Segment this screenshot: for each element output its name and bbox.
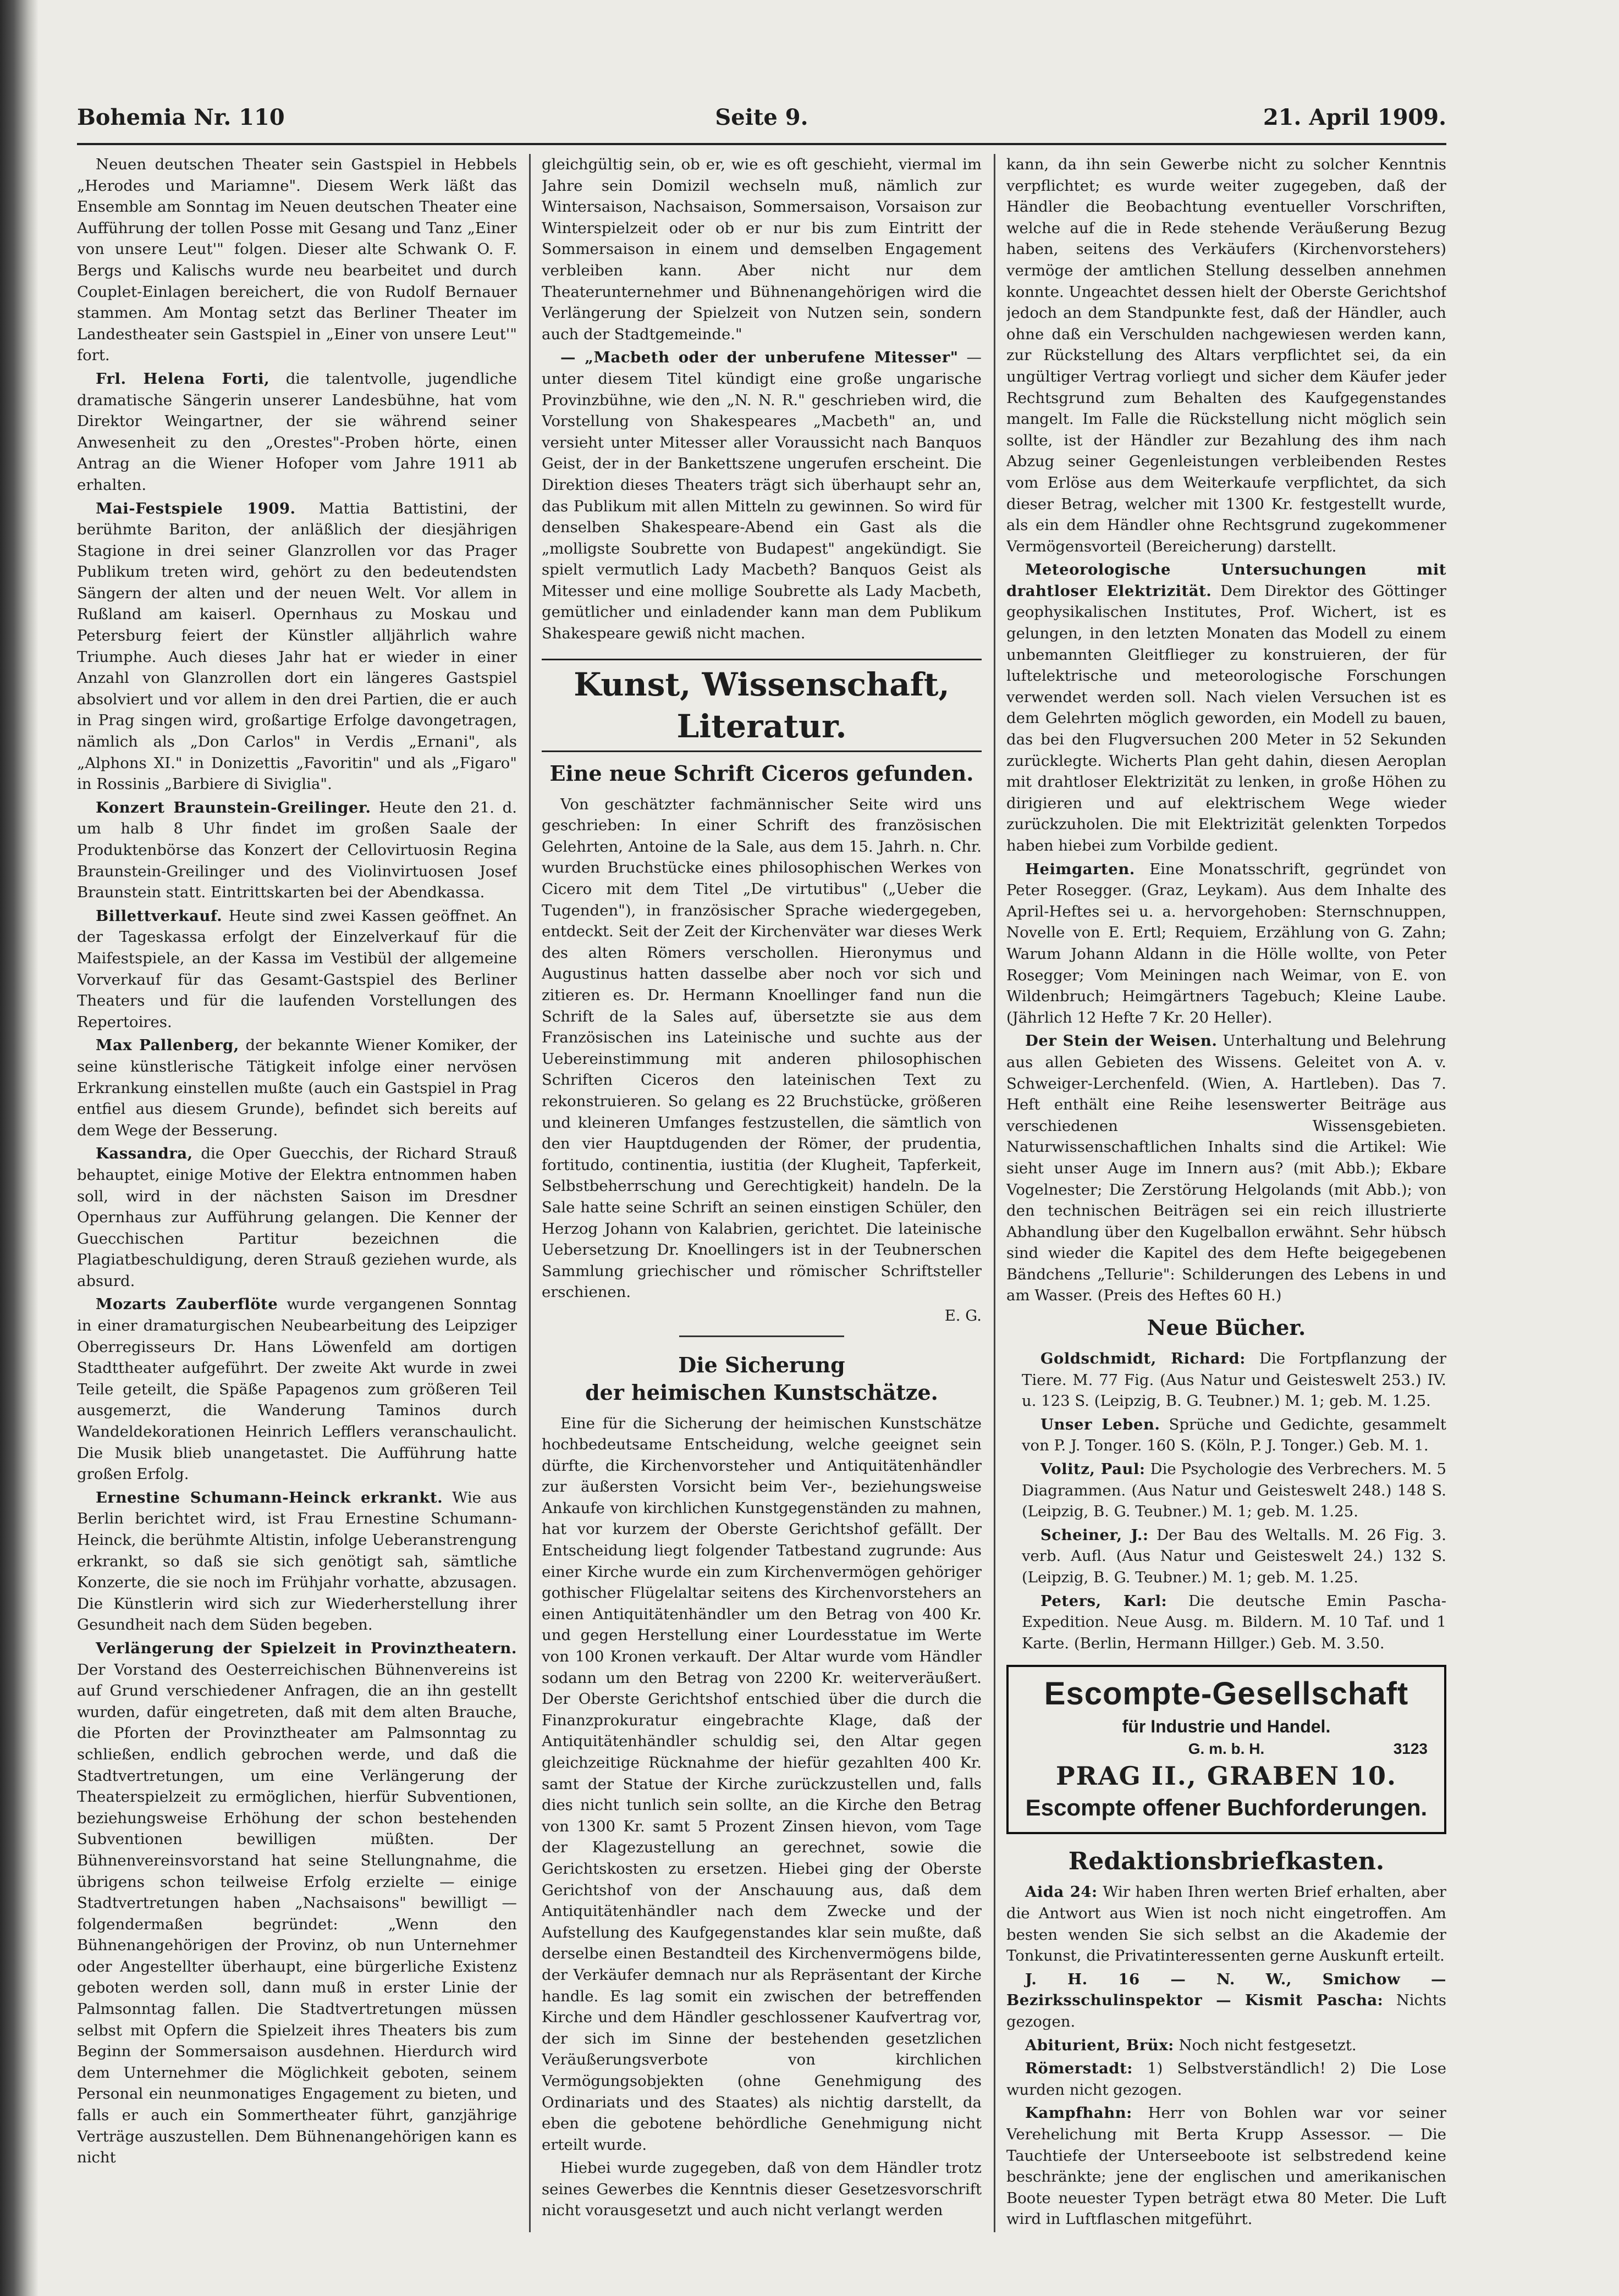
paragraph-lead: Kassandra, [96,1145,193,1163]
paragraph [77,1638,517,2168]
paragraph-text: Eine für die Sicherung der heimischen Kunstschätze hochbedeutsame Entscheidung, welche geeignet sein dürfte, die Kirchenvorsteher und Antiquitätenhändler zur äußersten Vorsicht beim Ver-, beziehungsweise Ankaufe von kirchlichen Kunstgegenständen zu mahnen, hat vor kurzem der Oberste Gerichtshof gefällt. Der Entscheidung liegt folgender Tatbestand zugrunde: Aus einer Kirche wurde ein zum Kirchenvermögen gehöriger gothischer Flügelaltar seitens des Kirchenvorstehers an einen Antiquitätenhändler um den Betrag von 400 Kr. und gegen Herstellung einer Lourdesstatue im Werte von 100 Kronen verkauft. Der Altar wurde vom Händler sodann um den Betrag von 2200 Kr. weiterveräußert. Der Oberste Gerichtshof entschied über die durch die Finanzprokuratur eingebrachte Klage, daß der Antiquitätenhändler schuldig sei, den Altar gegen gleichzeitige Rücknahme der hiefür gezahlten 400 Kr. samt der Statue der Kirche zurückzustellen und, falls dies nicht tunlich sein sollte, an die Kirche den Betrag von 1300 Kr. samt 5 Prozent Zinsen hievon, vom Tage der Klagezustellung an gerechnet, sowie die Gerichtskosten zu ersetzen. Hiebei ging der Oberste Gerichtshof von der Anschauung aus, daß dem Antiquitätenhändler nach dem Zwecke und der Aufstellung des Kaufgegenstandes klar sein mußte, daß derselbe einen Bestandteil des Kirchenvermögens bilde, der Verkäufer demnach nur als Repräsentant der Kirche handle. Es lag somit ein zwischen der betreffenden Kirche und dem Händler geschlossener Kaufvertrag vor, der sich im Sinne der bestehenden gesetzlichen Veräußerungsverbote von kirchlichen Vermögungsobjekten (ohne Genehmigung des Ordinariats und des Staates) als nichtig darstellt, da eben die gebotene behördliche Genehmigung nicht erteilt wurde. [542,1414,982,2154]
paragraph [542,1413,982,2156]
paragraph-lead: Konzert Braunstein-Greilinger. [96,798,371,816]
paragraph [542,154,982,345]
paragraph-lead: Der Stein der Weisen. [1025,1032,1218,1050]
letters-to-editor [1006,1881,1446,2230]
paragraph-lead: Verlängerung der Spielzeit in Provinztheatern. [96,1639,517,1657]
paragraph-lead: Mai-Festspiele 1909. [96,499,296,517]
paragraph [77,797,517,903]
paragraph-text: Neuen deutschen Theater sein Gastspiel in Hebbels „Herodes und Mariamne". Diesem Werk läßt das Ensemble am Sonntag im Neuen deutschen Theater eine Aufführung der tollen Posse mit Gesang und Tanz „Einer von unsere Leut'" folgen. Dieser alte Schwank O. F. Bergs und Kalischs wurde neu bearbeitet und durch Couplet-Einlagen bereichert, die von Rudolf Bernauer stammen. Am Montag setzt das Berliner Theater im Landestheater sein Gastspiel in „Einer von unsere Leut'" fort. [77,156,517,365]
page-header [77,93,1446,145]
paragraph-text: Die Fortpflanzung der Tiere. M. 77 Fig. (Aus Natur und Geisteswelt 253.) IV. u. 123 S. (Leipzig, B. G. Teubner.) M. 1; geb. M. 1.25. [1022,1350,1446,1410]
paragraph-text: Sprüche und Gedichte, gesammelt von P. J. Tonger. 160 S. (Köln, P. J. Tonger.) Geb. M. 1. [1022,1415,1446,1455]
paragraph [77,1035,517,1141]
paragraph-text: der bekannte Wiener Komiker, der seine künstlerische Tätigkeit infolge einer nervösen Erkrankung einstellen mußte (auch ein Gastspiel in Prag entfiel aus diesem Grunde), befindet sich bereits auf dem Wege der Besserung. [77,1036,517,1139]
letter-entry [1006,2102,1446,2230]
book-entry [1006,1591,1446,1654]
paragraph-lead: Frl. Helena Forti, [96,369,270,388]
paragraph-lead: — „Macbeth oder der unberufene Mitesser" [560,349,959,367]
paragraph-text: die talentvolle, jugendliche dramatische Sängerin unserer Landesbühne, hat vom Direktor Weingartner, der sie während seiner Anwesenheit zu den „Orestes"-Proben hörte, einen Antrag an die Wiener Hofoper vom Jahre 1911 ab erhalten. [77,369,517,494]
paragraph [542,347,982,644]
paragraph [77,1487,517,1636]
paragraph-text: Herr von Bohlen war vor seiner Verehelichung mit Berta Krupp Assessor. — Die Tauchtiefe der Unterseeboote ist selbstredend keine beschränkte; jene der englischen und amerikanischen Boote neuester Typen beträgt etwa 80 Meter. Die Luft wird in Luftflaschen mitgeführt. [1006,2104,1446,2228]
paragraph-lead: Römerstadt: [1025,2060,1133,2078]
article-kunstschaetze [542,1413,982,2222]
paragraph-text: Wir haben Ihren werten Brief erhalten, aber die Antwort aus Wien ist noch nicht eingetroffen. Am besten wenden Sie sich selbst an die Akademie der Tonkunst, die Privatinteressenten gerne Auskunft erteilt. [1006,1883,1446,1965]
paragraph-lead: Meteorologische Untersuchungen mit drahtloser Elektrizität. [1006,561,1446,600]
paragraph-lead: Ernestine Schumann-Heinck erkrankt. [96,1488,443,1506]
ad-company: Escompte-Gesellschaft [1044,1676,1409,1712]
masthead-issue: Bohemia Nr. 110 [77,104,285,130]
advertisement-escompte [1006,1665,1446,1834]
article-signature: E. G. [944,1306,982,1324]
book-entry [1006,1414,1446,1456]
paragraph-text: Der Bau des Weltalls. M. 26 Fig. 3. verb. Aufl. (Aus Natur und Geisteswelt 24.) 132 S. (Leipzig, B. G. Teubner.) M. 1; geb. M. 1.25. [1022,1526,1446,1586]
section-banner-kunst: Kunst, Wissenschaft, Literatur. [542,659,982,752]
paragraph-text: die Oper Guecchis, der Richard Strauß behauptet, einige Motive der Elektra entnommen haben soll, wird in der nächsten Saison im Dresdner Opernhaus zur Aufführung gelangen. Die Kenner der Guecchischen Partitur bezeichnen die Plagiatbeschuldigung, deren Strauß geziehen wurde, als absurd. [77,1145,517,1290]
column-3 [1006,154,1446,2232]
letter-entry [1006,1881,1446,1966]
paragraph [1006,154,1446,557]
column-rule-1 [529,154,531,2232]
paragraph-text: Noch nicht festgesetzt. [1174,2036,1357,2054]
ad-legal-form [1014,1738,1439,1759]
paragraph-text: Der Vorstand des Oesterreichischen Bühnenvereins ist auf Grund verschiedener Anfragen, die an ihn gestellt wurden, dafür eingetreten, daß mit dem alten Brauche, die Pforten der Provinztheater am Palmsonntag zu schließen, endlich gebrochen werde, und daß die Stadtvertretungen, um eine Verlängerung der Theaterspielzeit zu ermöglichen, hierfür Subventionen, beziehungsweise Erhöhung der schon bestehenden Subventionen bewilligen müßten. Der Bühnenvereinsvorstand hat seine Stellungnahme, die übrigens schon teilweise Erfolg erzielte — einige Stadtvertretungen haben „Nachsaisons" bewilligt — folgendermaßen begründet: „Wenn den Bühnenangehörigen der Provinz, ob nun Unternehmer oder Angestellter überhaupt, eine bürgerliche Existenz geboten werden soll, dann muß in erster Linie der Palmsonntag fallen. Die Stadtvertretungen müssen selbst mit Opfern die Spielzeit ihres Theaters bis zum Beginn der Sommersaison ausdehnen. Hierdurch wird dem Unternehmer die Möglichkeit geboten, seinem Personal ein neunmonatiges Engagement zu bieten, und falls er auch ein Sommertheater führt, ganzjährige Verträge auszustellen. Dem Bühnenangehörigen kann es nicht [77,1660,517,2167]
paragraph-text: Wie aus Berlin berichtet wird, ist Frau Ernestine Schumann-Heinck, die berühmte Altistin, infolge Ueberanstrengung erkrankt, so daß sie sich genötigt sah, sämtliche Konzerte, die sie noch im Frühjahr vorhatte, abzusagen. Die Künstlerin wird sich zur Wiederherstellung ihrer Gesundheit nach dem Süden begeben. [77,1488,517,1634]
letter-entry [1006,2035,1446,2056]
paragraph-lead: Heimgarten. [1025,860,1135,878]
paragraph [77,498,517,795]
book-entry [1006,1459,1446,1522]
paragraph [77,906,517,1033]
paragraph [1006,859,1446,1029]
headline-line-1: Die Sicherung [678,1352,845,1377]
paragraph-text: — unter diesem Titel kündigt eine große ungarische Provinzbühne, wie den „N. N. R." geschrieben wird, die Vorstellung von Shakespeares „Macbeth" an, und versieht unter Mitesser aller Voraussicht nach Banquos Geist, der in der Bankettszene ungerufen erscheint. Die Direktion dieses Theaters trägt sich überhaupt sehr an, das Publikum mit allen Mitteln zu gewinnen. So wird für denselben Shakespeare-Abend ein Gast als die „molligste Soubrette von Budapest" angekündigt. Sie spielt vermutlich Lady Macbeth? Banquos Geist als Mitesser und eine mollige Soubrette als Lady Macbeth, gemütlicher und einladender kann man dem Publikum Shakespeare gewiß nicht machen. [542,349,982,643]
paragraph-lead: Scheiner, J.: [1040,1526,1149,1544]
heading-neue-buecher: Neue Bücher. [1147,1315,1306,1340]
paragraph-text: kann, da ihn sein Gewerbe nicht zu solcher Kenntnis verpflichtet; es wurde weiter zugegeben, daß der Händler die Beobachtung eventueller Vorschriften, welche auf die in Rede stehende Veräußerung Bezug haben, seitens des Verkäufers (Kirchenvorstehers) vermöge der amtlichen Stellung desselben annehmen konnte. Ungeachtet dessen hielt der Oberste Gerichtshof jedoch an dem Standpunkte fest, daß der Händler, auch ohne daß ein Verschulden nachgewiesen werden kann, zur Rückstellung des Altars verpflichtet sei, da ein ungültiger Vertrag vorliegt und sicher dem Käufer jeder Rechtsgrund zum Behalten des Kaufgegenstandes mangelt. Im Falle die Rückstellung nicht möglich sein sollte, ist der Händler zur Bezahlung des ihm nach Abzug seiner Gegenleistungen verbleibenden Restes vom Erlöse aus dem Weiterkaufe verpflichtet, da sich dieser Betrag, welcher mit 1300 Kr. festgestellt wurde, als ein dem Händler ohne Rechtsgrund zugekommener Vermögensvorteil (Bereicherung) darstellt. [1006,156,1446,555]
headline-kunstschaetze [542,1351,982,1406]
paragraph-lead: Peters, Karl: [1040,1592,1168,1610]
paragraph-lead: Unser Leben. [1040,1415,1160,1433]
paragraph-text: Die deutsche Emin Pascha-Expedition. Neue Ausg. m. Bildern. M. 10 Taf. und 1 Karte. (Berlin, Hermann Hillger.) Geb. M. 3.50. [1022,1592,1446,1652]
paragraph-lead: Goldschmidt, Richard: [1040,1350,1246,1368]
paragraph-text: Hiebei wurde zugegeben, daß von dem Händler trotz seines Gewerbes die Kenntnis dieser Gesetzesvorschrift nicht vorausgesetzt und auch nicht verlangt werden [542,2159,982,2220]
column-2 [542,154,982,2232]
col2-continued-text [542,154,982,644]
paragraph-text: Heute sind zwei Kassen geöffnet. An der Tageskassa erfolgt der Einzelverkauf für die Maifestspiele, an der Kassa im Vestibül der allgemeine Vorverkauf für das Gesamt-Gastspiel des Berliner Theaters und für die laufenden Vorstellungen des Repertoires. [77,907,517,1031]
paragraph-text: Von geschätzter fachmännischer Seite wird uns geschrieben: In einer Schrift des französischen Gelehrten, Antoine de la Sale, aus dem 15. Jahrh. n. Chr. wurden Bruchstücke eines philosophischen Werkes von Cicero mit dem Titel „De virtutibus" („Ueber die Tugenden"), in französischer Sprache wiedergegeben, entdeckt. Seit der Zeit der Kirchenväter war dieses Werk des alten Römers verschollen. Hieronymus und Augustinus hatten dasselbe aber noch vor sich und zitieren es. Dr. Hermann Knoellinger fand nun die Schrift de la Sales auf, übersetzte sie aus dem Französischen ins Lateinische und suchte aus der Uebereinstimmung mit anderen philosophischen Schriften Ciceros den lateinischen Text zu rekonstruieren. So gelang es 22 Bruchstücke, größeren und kleineren Umfanges festzustellen, die sämtlich von den vier Hauptdugenden der Römer, der prudentia, fortitudo, continentia, iustitia (der Klugheit, Tapferkeit, Selbstbeherrschung und Gerechtigkeit) handeln. De la Sale hatte seine Schrift an seinen einstigen Schüler, den Herzog Johann von Kalabrien, gerichtet. Die lateinische Uebersetzung Dr. Knoellingers ist in der Teubnerschen Sammlung griechischer und römischer Schriftsteller erschienen. [542,795,982,1301]
paragraph [77,368,517,496]
book-list [1006,1348,1446,1654]
article-cicero [542,794,982,1303]
paragraph-text: wurde vergangenen Sonntag in einer dramaturgischen Neubearbeitung des Leipziger Oberregisseurs Dr. Hans Löwenfeld am dortigen Stadttheater aufgeführt. Der zweite Akt wurde in zwei Teile geteilt, die Späße Papagenos zum größeren Teil ausgemerzt, die Wanderung Taminos durch Wandeldekorationen Heinrich Lefflers veranschaulicht. Die Musik blieb unangetastet. Die Aufführung hatte großen Erfolg. [77,1295,517,1483]
paragraph [1006,1030,1446,1306]
paragraph [77,1143,517,1292]
column-rule-2 [994,154,995,2232]
book-entry [1006,1525,1446,1588]
letter-entry [1006,2058,1446,2100]
newspaper-page [77,93,1446,2238]
paragraph [77,154,517,366]
paragraph [77,1294,517,1484]
paragraph-text: Dem Direktor des Göttinger geophysikalischen Institutes, Prof. Wichert, ist es gelungen, in den letzten Monaten das Modell zu einem unbemannten Gleitflieger zu konstruieren, der für luftelektrische und meteorologische Forschungen verwendet werden soll. Nach vielen Versuchen ist es dem Gelehrten möglich geworden, ein Modell zu bauen, das bei den Flugversuchen 200 Meter in 52 Sekunden zurücklegte. Wicherts Plan geht dahin, diesen Aeroplan mit drahtloser Elektrizität zu lenken, in große Höhen zu dirigieren und auf elektrischem Wege wieder zurückzuholen. Die mit Elektrizität gelenkten Torpedos haben hiebei zum Vorbilde gedient. [1006,582,1446,854]
paragraph [1006,559,1446,856]
paragraph-text: Nichts gezogen. [1006,1991,1446,2030]
ad-address: PRAG II., GRABEN 10. [1055,1761,1397,1791]
ad-gmbh: G. m. b. H. [1188,1740,1265,1758]
paragraph-text: gleichgültig sein, ob er, wie es oft geschieht, viermal im Jahre sein Domizil wechseln muß, nämlich zur Wintersaison, Nachsaison, Sommersaison, Vorsaison zur Winterspielzeit oder ob er nur bis zum Eintritt der Sommersaison in einem und demselben Engagement verbleiben kann. Aber nicht nur dem Theaterunternehmer und Bühnenangehörigen wird die Verlängerung der Spielzeit von Nutzen sein, sondern auch der Stadtgemeinde." [542,156,982,343]
headline-cicero: Eine neue Schrift Ciceros gefunden. [549,760,974,786]
paragraph-lead: J. H. 16 — N. W., Smichow — Bezirksschulinspektor — Kismit Pascha: [1006,1970,1446,2010]
paragraph-lead: Aida 24: [1025,1883,1098,1901]
paragraph-text: Heute den 21. d. um halb 8 Uhr findet im großen Saale der Produktenbörse das Konzert der Cellovirtuosin Regina Braunstein-Greilinger und des Violinvirtuosen Josef Braunstein statt. Eintrittskarten bei der Abendkassa. [77,798,517,902]
headline-line-2: der heimischen Kunstschätze. [585,1379,938,1405]
ad-subtitle: für Industrie und Handel. [1122,1717,1331,1737]
ad-service: Escompte offener Buchforderungen. [1025,1795,1428,1821]
letter-entry [1006,1969,1446,2033]
ad-number: 3123 [1393,1740,1428,1758]
page-number: Seite 9. [715,104,808,130]
separator [679,1335,844,1337]
column-1 [77,154,517,2232]
issue-date: 21. April 1909. [1263,104,1446,130]
col3-text [1006,154,1446,1306]
heading-redaktionsbriefkasten: Redaktionsbriefkasten. [1068,1847,1385,1876]
paragraph-lead: Mozarts Zauberflöte [96,1295,278,1313]
paragraph-lead: Kampfhahn: [1025,2104,1132,2122]
paragraph-text: 1) Selbstverständlich! 2) Die Lose wurden nicht gezogen. [1006,2060,1446,2099]
paragraph-text: Die Psychologie des Verbrechers. M. 5 Diagrammen. (Aus Natur und Geisteswelt 248.) 148 S. (Leipzig, B. G. Teubner.) M. 1; geb. M. 1.25. [1022,1460,1446,1521]
paragraph-lead: Billettverkauf. [96,907,223,925]
scan-edge [0,0,38,2296]
paragraph-lead: Volitz, Paul: [1040,1460,1146,1478]
paragraph [542,794,982,1303]
paragraph-text: Unterhaltung und Belehrung aus allen Gebieten des Wissens. Geleitet von A. v. Schweiger-Lerchenfeld. (Wien, A. Hartleben). Das 7. Heft enthält eine Reihe lesenswerter Beiträge aus verschiedenen Wissensgebieten. Naturwissenschaftlichen Inhalts sind die Artikel: Wie sieht unser Auge im Innern aus? (mit Abb.); Ekbare Vogelnester; Die Zerstörung Helgolands (mit Abb.); von den technischen Beiträgen sei ein reich illustrierte Abhandlung über den Kugelballon erwähnt. Sehr hübsch sind wieder die Kapitel des dem Hefte beigegebenen Bändchens „Tellurie": Schilderungen des Lebens in und am Wasser. (Preis des Heftes 60 H.) [1006,1032,1446,1305]
paragraph-lead: Abiturient, Brüx: [1025,2036,1174,2054]
paragraph [542,2157,982,2221]
paragraph-text: Eine Monatsschrift, gegründet von Peter Rosegger. (Graz, Leykam). Aus dem Inhalte des April-Heftes sei u. a. hervorgehoben: Sternschnuppen, Novelle von E. Ertl; Requiem, Erzählung von G. Zahn; Warum Johann Aldann in die Hölle wollte, von Peter Rosegger; Vom Meiningen nach Weimar, von E. von Wildenbruch; Heimgärtners Tagebuch; Kleine Laube. (Jährlich 12 Hefte 7 Kr. 20 Heller). [1006,860,1446,1026]
paragraph-lead: Max Pallenberg, [96,1036,239,1055]
paragraph-text: Mattia Battistini, der berühmte Bariton, der anläßlich der diesjährigen Stagione in drei seiner Glanzrollen vor das Prager Publikum treten wird, gehört zu den bedeutendsten Sängern der alten und der neuen Welt. Vor allem in Rußland am kaiserl. Opernhaus zu Moskau und Petersburg feiert der Künstler alljährlich wahre Triumphe. Auch dieses Jahr hat er wieder in einer Anzahl von Glanzrollen dort ein längeres Gastspiel absolviert und vor allem in den drei Partien, die er auch in Prag singen wird, großartige Erfolge davongetragen, nämlich als „Don Carlos" in Verdis „Ernani", als „Alphons XI." in Donizettis „Favoritin" und als „Figaro" in Rossinis „Barbiere di Siviglia". [77,499,517,793]
book-entry [1006,1348,1446,1412]
